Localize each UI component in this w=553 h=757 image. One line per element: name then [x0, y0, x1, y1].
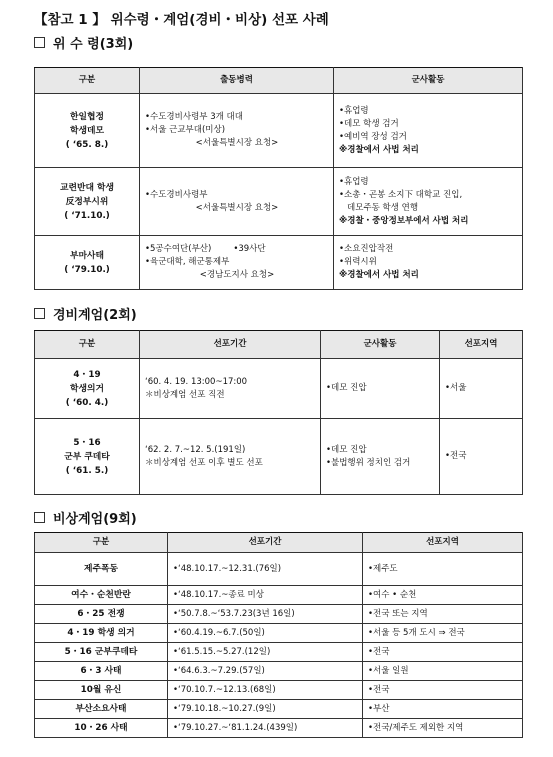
table-row: [35, 605, 523, 624]
row-label: 4・19 학생 의거: [35, 624, 168, 643]
row-label: 4・19 학생의거 ( ‘60. 4.): [35, 359, 140, 419]
activities-cell: •휴업령 •데모 학생 검거 •예비역 장성 검거 ※경찰에서 사법 처리: [334, 94, 523, 168]
table-row: [35, 553, 523, 586]
period-cell: •‘50.7.8.~‘53.7.23(3년 16일): [168, 605, 363, 624]
period-cell: •‘79.10.27.~‘81.1.24.(439일): [168, 719, 363, 738]
table-row: [35, 662, 523, 681]
area-cell: •전국/제주도 제외한 지역: [363, 719, 523, 738]
table-row: [35, 643, 523, 662]
table-row: [35, 94, 523, 168]
area-cell: •전국 또는 지역: [363, 605, 523, 624]
period-cell: •‘70.10.7.~12.13.(68일): [168, 681, 363, 700]
period-cell: •‘48.10.17.~12.31.(76일): [168, 553, 363, 586]
column-header: 구분: [35, 331, 140, 359]
activities-cell: •데모 진압: [321, 359, 440, 419]
gyeongbi-table: [34, 330, 523, 495]
row-label: 부마사태 ( ‘79.10.): [35, 236, 140, 290]
section-heading-gyeongbi: [34, 304, 137, 323]
column-header: 구분: [35, 68, 140, 94]
area-cell: •서울: [440, 359, 523, 419]
row-label: 부산소요사태: [35, 700, 168, 719]
row-label: 제주폭동: [35, 553, 168, 586]
table-row: [35, 236, 523, 290]
table-row: [35, 700, 523, 719]
activities-cell: •휴업령 •소총・곤봉 소지下 대학교 진입, 데모주동 학생 연행 ※경찰・중앙정보부에서 사법 처리: [334, 168, 523, 236]
area-cell: •여수 • 순천: [363, 586, 523, 605]
area-cell: •부산: [363, 700, 523, 719]
column-header: 선포지역: [440, 331, 523, 359]
table-row: [35, 719, 523, 738]
row-label: 6・3 사태: [35, 662, 168, 681]
table-row: [35, 359, 523, 419]
troops-cell: •수도경비사령부 <서울특별시장 요청>: [140, 168, 334, 236]
period-cell: •‘79.10.18.~10.27.(9일): [168, 700, 363, 719]
table-row: [35, 681, 523, 700]
checkbox-square-icon: [34, 308, 45, 319]
row-label: 교련반대 학생 反정부시위 ( ‘71.10.): [35, 168, 140, 236]
column-header: 군사활동: [334, 68, 523, 94]
period-cell: •‘64.6.3.~7.29.(57일): [168, 662, 363, 681]
table-row: [35, 419, 523, 495]
row-label: 10월 유신: [35, 681, 168, 700]
period-cell: ‘62. 2. 7.~12. 5.(191일) ＊비상계엄 선포 이후 별도 선포: [140, 419, 321, 495]
row-label: 여수・순천반란: [35, 586, 168, 605]
checkbox-square-icon: [34, 512, 45, 523]
page-title: 【참고 1 】 위수령・계엄(경비・비상) 선포 사례: [34, 12, 329, 28]
area-cell: •서울 등 5개 도시 ⇒ 전국: [363, 624, 523, 643]
section-heading-bisang: [34, 508, 137, 527]
period-cell: ‘60. 4. 19. 13:00~17:00 ＊비상계엄 선포 직전: [140, 359, 321, 419]
section-heading-text: 경비계엄(2회): [53, 308, 137, 323]
row-label: 10・26 사태: [35, 719, 168, 738]
area-cell: •전국: [440, 419, 523, 495]
bisang-table: [34, 532, 523, 738]
row-label: 6・25 전쟁: [35, 605, 168, 624]
table-row: [35, 586, 523, 605]
section-heading-text: 비상계엄(9회): [53, 512, 137, 527]
table-row: [35, 624, 523, 643]
column-header: 선포기간: [168, 533, 363, 553]
column-header: 출동병력: [140, 68, 334, 94]
row-label: 5・16 군부 쿠데타 ( ‘61. 5.): [35, 419, 140, 495]
row-label: 5・16 군부쿠데타: [35, 643, 168, 662]
period-cell: •‘48.10.17.~종료 미상: [168, 586, 363, 605]
period-cell: •‘61.5.15.~5.27.(12일): [168, 643, 363, 662]
activities-cell: •데모 진압 •불법행위 정치인 검거: [321, 419, 440, 495]
row-label: 한일협정 학생데모 ( ‘65. 8.): [35, 94, 140, 168]
column-header: 구분: [35, 533, 168, 553]
period-cell: •‘60.4.19.~6.7.(50일): [168, 624, 363, 643]
section-heading-text: 위 수 령(3회): [53, 37, 134, 52]
checkbox-square-icon: [34, 37, 45, 48]
area-cell: •제주도: [363, 553, 523, 586]
section-heading-wisuryeong: [34, 33, 133, 52]
activities-cell: •소요진압작전 •위력시위 ※경찰에서 사법 처리: [334, 236, 523, 290]
area-cell: •서울 일원: [363, 662, 523, 681]
area-cell: •전국: [363, 643, 523, 662]
column-header: 선포기간: [140, 331, 321, 359]
table-row: [35, 168, 523, 236]
column-header: 군사활동: [321, 331, 440, 359]
troops-cell: •수도경비사령부 3개 대대 •서울 근교부대(미상) <서울특별시장 요청>: [140, 94, 334, 168]
troops-cell: •5공수여단(부산) •39사단 •육군대학, 해군통제부 <경남도지사 요청>: [140, 236, 334, 290]
area-cell: •전국: [363, 681, 523, 700]
column-header: 선포지역: [363, 533, 523, 553]
wisuryeong-table: [34, 67, 523, 290]
